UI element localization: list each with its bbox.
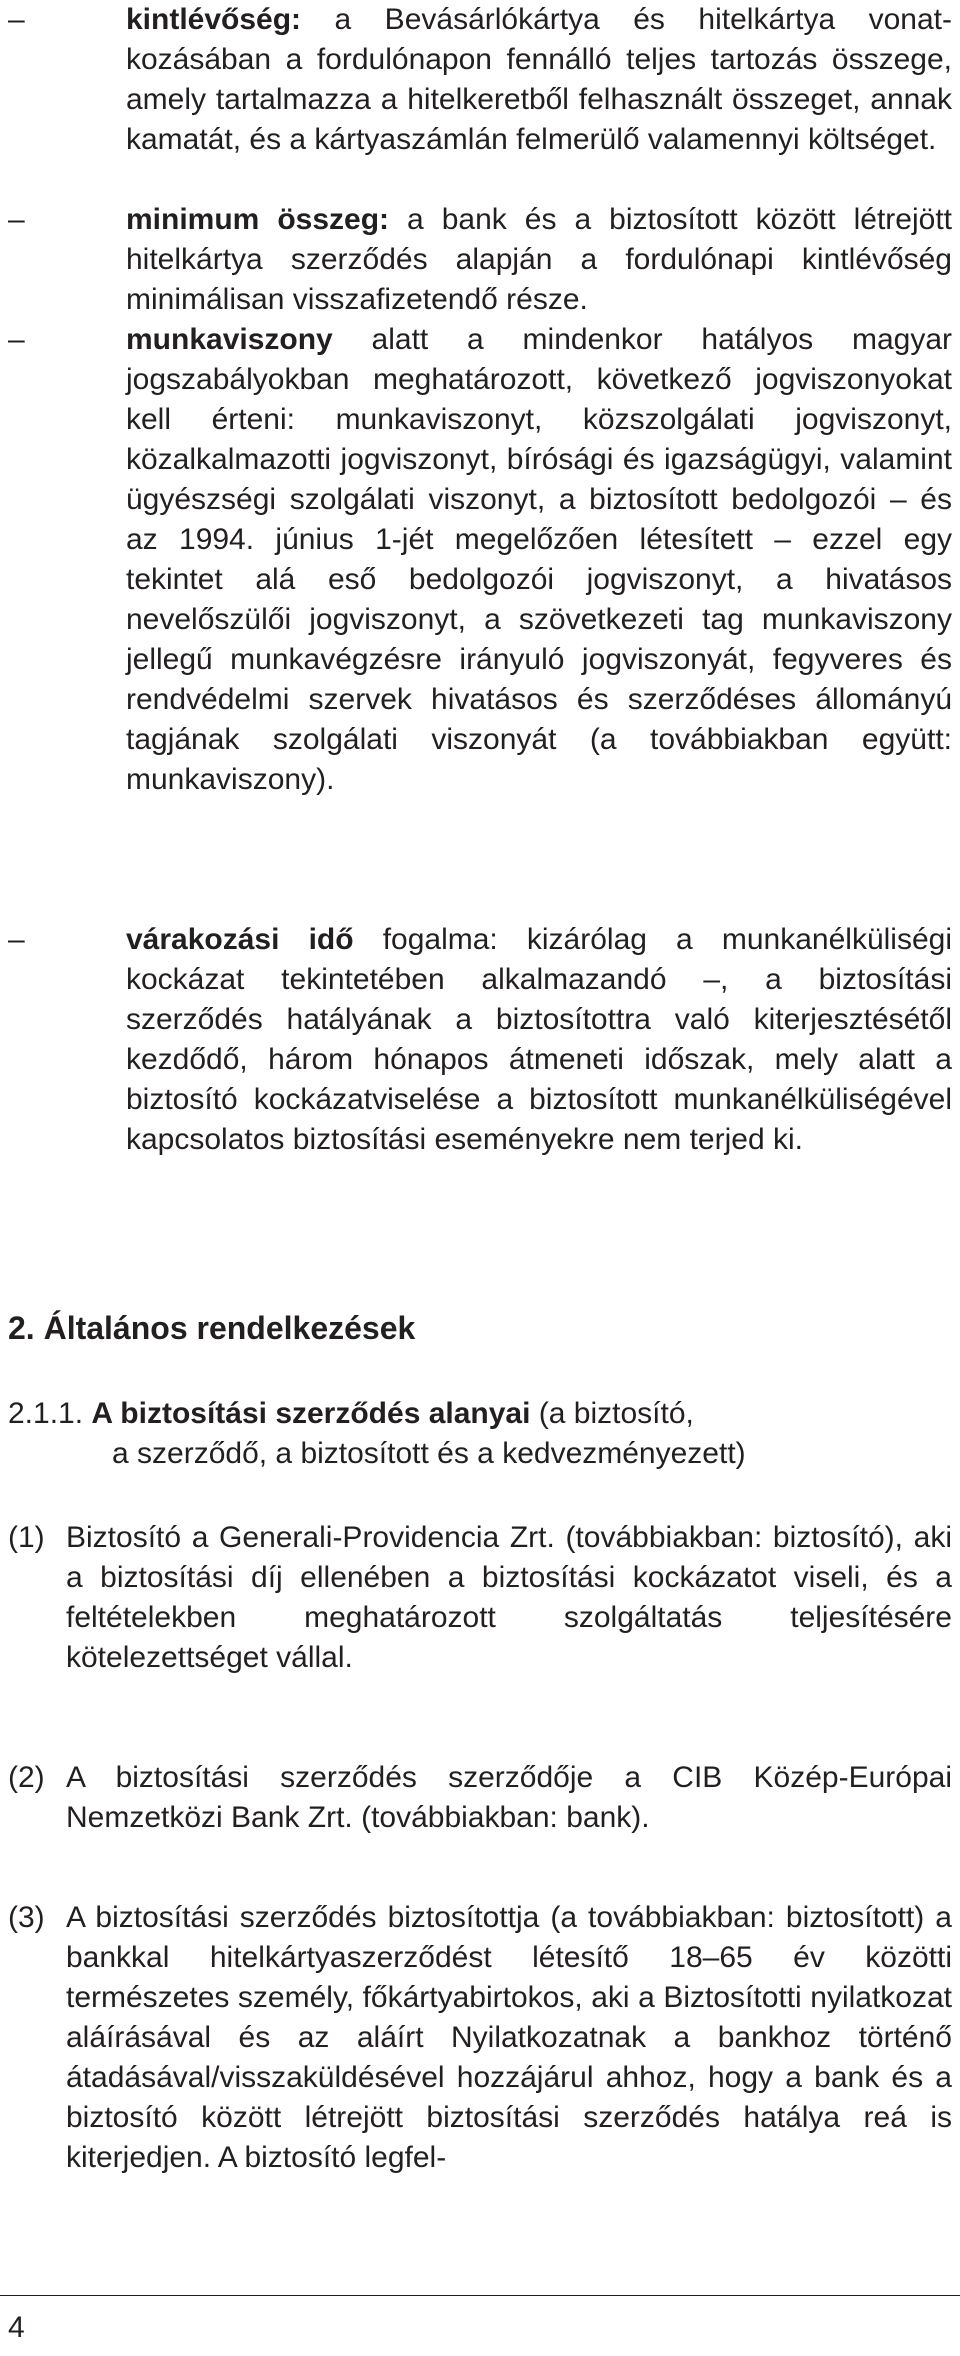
dash-bullet: –	[8, 203, 25, 236]
definition-text: a Bevásárlókártya és hitelkártya vonatkozásában a fordulónapon fennálló teljes tartozás összege, amely tartalmazza a hitelkeretből felhasznált összeget, annak kamatát, és a kártyaszámlán felmerülő valamennyi költséget.	[126, 3, 952, 156]
numbered-paragraph	[8, 1758, 952, 1838]
subsection-heading	[8, 1394, 948, 1474]
definition-text: a bank és a biztosított között létrejött hitelkártya szerződés alapján a fordulónapi kintlévőség minimálisan visszafizetendő része.	[126, 203, 952, 316]
subsection-note-line2: a szerződő, a biztosított és a kedvezményezett)	[112, 1437, 746, 1470]
numbered-paragraph	[8, 1898, 952, 2178]
paragraph-text: Biztosító a Generali-Providencia Zrt. (továbbiakban: biztosító), aki a biztosítási díj ellenében a biztosítási kockázatot viseli, és a feltételekben meghatározott szolgáltatás teljesítésére kötelezettséget vállal.	[66, 1521, 952, 1674]
definition-item	[8, 0, 952, 160]
dash-bullet: –	[8, 3, 25, 36]
definition-item	[8, 200, 952, 320]
paragraph-text: A biztosítási szerződés szerződője a CIB Közép-Európai Nemzetközi Bank Zrt. (továbbiakban: bank).	[66, 1761, 952, 1834]
numbered-paragraph	[8, 1518, 952, 1678]
definition-term: munkaviszony	[126, 323, 333, 356]
definition-term: minimum összeg:	[126, 203, 390, 236]
subsection-title: A biztosítási szerződés alanyai	[91, 1397, 531, 1430]
dash-bullet: –	[8, 323, 25, 356]
definition-text: fogalma: kizárólag a munkanélküliségi kockázat tekintetében alkalmazandó –, a biztosítási szerződés hatályának a biztosítottra való kiterjesztésétől kezdődő, három hónapos átmeneti időszak, mely alatt a biztosító kockázatviselése a biztosított munkanélküliségével kapcsolatos biztosítási eseményekre nem terjed ki.	[126, 923, 952, 1156]
definition-item	[8, 320, 952, 800]
section-heading: 2. Általános rendelkezések	[8, 1310, 416, 1346]
paragraph-number: (2)	[8, 1761, 45, 1794]
paragraph-text: A biztosítási szerződés biztosítottja (a továbbiakban: biztosított) a bankkal hitelkártyaszerződést létesítő 18–65 év közötti természetes személy, főkártyabirtokos, aki a Biztosítotti nyilatkozat aláírásával és az aláírt Nyilatkozatnak a bankhoz történő átadásával/visszaküldésével hozzájárul ahhoz, hogy a bank és a biztosító között létrejött biztosítási szerződés hatálya reá is kiterjedjen. A biztosító legfel-	[66, 1901, 952, 2174]
definition-term: kintlévőség:	[126, 3, 302, 36]
definition-term: várakozási idő	[126, 923, 354, 956]
page-number: 4	[8, 2311, 25, 2344]
definition-text: alatt a mindenkor hatályos magyar jogszabályokban meghatározott, következő jogviszonyokat kell érteni: munkaviszonyt, közszolgálati jogviszonyt, közalkalmazotti jogviszonyt, bírósági és igazságügyi, valamint ügyészségi szolgálati viszonyt, a biztosított bedolgozói – és az 1994. június 1-jét megelőzően létesített – ezzel egy tekintet alá eső bedolgozói jogviszonyt, a hivatásos nevelőszülői jogviszonyt, a szövetkezeti tag munkaviszony jellegű munkavégzésre irányuló jogviszonyát, fegyveres és rendvédelmi szervek hivatásos és szerződéses állományú tagjának szolgálati viszonyát (a továbbiakban együtt: munkaviszony).	[126, 323, 952, 796]
footer-divider	[0, 2295, 960, 2296]
definition-item	[8, 920, 952, 1160]
subsection-note-line1: (a biztosító,	[530, 1397, 694, 1430]
subsection-number: 2.1.1.	[8, 1397, 84, 1430]
paragraph-number: (3)	[8, 1901, 45, 1934]
dash-bullet: –	[8, 923, 25, 956]
paragraph-number: (1)	[8, 1521, 45, 1554]
